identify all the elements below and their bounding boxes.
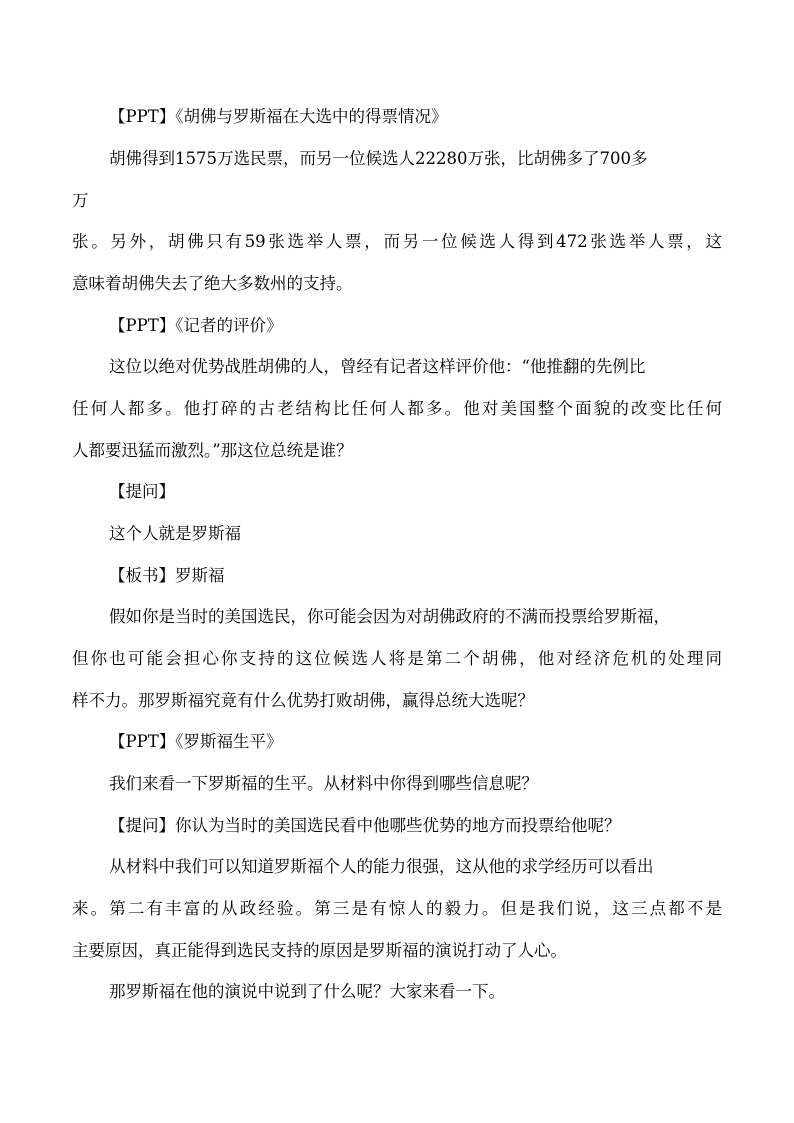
paragraph-line: 那罗斯福在他的演说中说到了什么呢？大家来看一下。 [109, 982, 505, 1001]
paragraph-line: 样不力。那罗斯福究竟有什么优势打败胡佛，赢得总统大选呢？ [72, 691, 534, 710]
paragraph-line: 张。另外，胡佛只有59张选举人票，而另一位候选人得到472张选举人票，这 [72, 232, 722, 251]
ppt-heading-reporter: 【PPT】《记者的评价》 [109, 316, 283, 335]
blackboard-heading: 【板书】罗斯福 [109, 566, 225, 585]
paragraph-line: 人都要迅猛而激烈。”那这位总统是谁？ [72, 441, 353, 460]
paragraph-line: 从材料中我们可以知道罗斯福个人的能力很强，这从他的求学经历可以看出 [109, 857, 654, 876]
paragraph-line: 这位以绝对优势战胜胡佛的人，曾经有记者这样评价他：“他推翻的先例比 [109, 357, 646, 376]
paragraph-line: 我们来看一下罗斯福的生平。从材料中你得到哪些信息呢？ [109, 774, 538, 793]
paragraph-line: 任何人都多。他打碎的古老结构比任何人都多。他对美国整个面貌的改变比任何 [72, 399, 722, 418]
paragraph-line: 假如你是当时的美国选民，你可能会因为对胡佛政府的不满而投票给罗斯福， [109, 607, 670, 626]
ppt-heading-votes: 【PPT】《胡佛与罗斯福在大选中的得票情况》 [109, 107, 448, 126]
paragraph-line: 这个人就是罗斯福 [109, 524, 241, 543]
paragraph-line: 主要原因，真正能得到选民支持的原因是罗斯福的演说打动了人心。 [72, 941, 567, 960]
paragraph-line: 来。第二有丰富的从政经验。第三是有惊人的毅力。但是我们说，这三点都不是 [72, 899, 722, 918]
question-heading: 【提问】 [109, 482, 175, 501]
question-heading: 【提问】你认为当时的美国选民看中他哪些优势的地方而投票给他呢？ [109, 816, 621, 835]
paragraph-line: 但你也可能会担心你支持的这位候选人将是第二个胡佛，他对经济危机的处理同 [72, 649, 722, 668]
ppt-heading-biography: 【PPT】《罗斯福生平》 [109, 732, 283, 751]
paragraph-line: 万 [72, 191, 89, 210]
paragraph-line: 意味着胡佛失去了绝大多数州的支持。 [72, 274, 353, 293]
paragraph-line: 胡佛得到1575万选民票，而另一位候选人22280万张，比胡佛多了700多 [109, 149, 648, 168]
